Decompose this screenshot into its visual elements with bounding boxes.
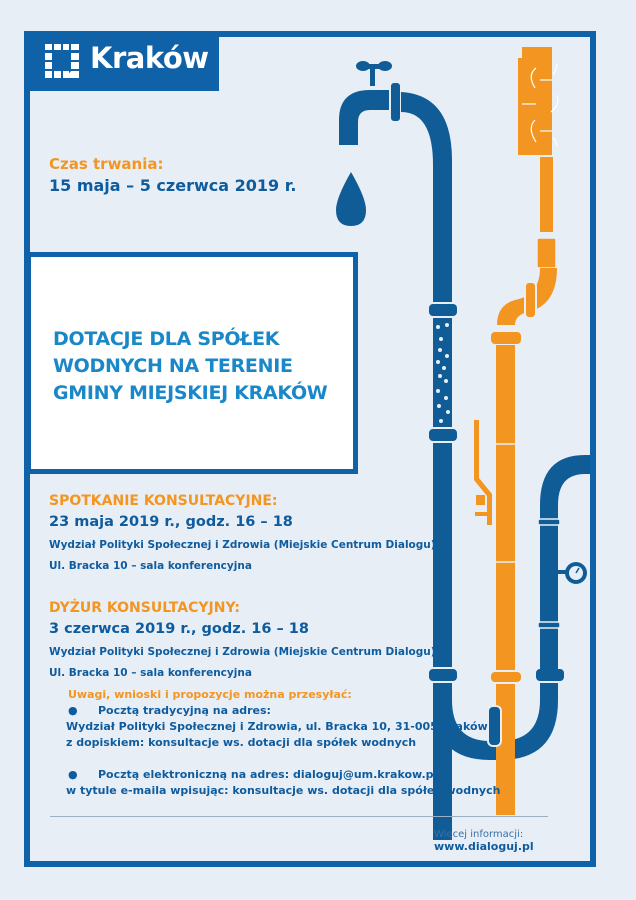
duty-place: Wydział Polityki Społecznej i Zdrowia (Miejskie Centrum Dialogu): [49, 646, 436, 658]
website-link[interactable]: www.dialoguj.pl: [434, 840, 534, 853]
duration-section: [49, 155, 296, 195]
divider: [50, 816, 548, 817]
meeting-date: 23 maja 2019 r., godz. 16 – 18: [49, 514, 293, 530]
more-info: [434, 829, 534, 853]
brand-name: Kraków: [90, 41, 209, 75]
remarks-heading: Uwagi, wnioski i propozycje można przesyłać:: [68, 688, 352, 701]
bullet-icon: ●: [68, 704, 78, 717]
meeting-section: [49, 493, 436, 572]
duty-heading: DYŻUR KONSULTACYJNY:: [49, 600, 240, 616]
page-title: DOTACJE DLA SPÓŁEK WODNYCH NA TERENIE GMINY MIEJSKIEJ KRAKÓW: [53, 328, 328, 404]
post-note: z dopiskiem: konsultacje ws. dotacji dla spółek wodnych: [66, 736, 417, 749]
more-info-label: Więcej informacji:: [434, 829, 524, 840]
remarks-section: [68, 687, 500, 799]
post-address: Wydział Polityki Społecznej i Zdrowia, ul. Bracka 10, 31-005 Kraków: [66, 720, 488, 733]
duty-date: 3 czerwca 2019 r., godz. 16 – 18: [49, 621, 309, 637]
title-box: [26, 252, 358, 474]
meeting-address: Ul. Bracka 10 – sala konferencyjna: [49, 560, 252, 572]
duty-address: Ul. Bracka 10 – sala konferencyjna: [49, 667, 252, 679]
krakow-city-logo-icon: [45, 44, 79, 78]
bullet-icon: ●: [68, 768, 78, 781]
email-note: w tytule e-maila wpisując: konsultacje ws. dotacji dla spółek wodnych: [66, 784, 501, 797]
duty-section: [49, 600, 436, 679]
krakow-logo: [24, 31, 219, 91]
duration-value: 15 maja – 5 czerwca 2019 r.: [49, 176, 297, 195]
email-bullet-item: ● Pocztą elektroniczną na adres: dialoguj@um.krakow.pl: [68, 768, 438, 781]
meeting-place: Wydział Polityki Społecznej i Zdrowia (Miejskie Centrum Dialogu): [49, 539, 436, 551]
duration-label: Czas trwania:: [49, 155, 164, 173]
meeting-heading: SPOTKANIE KONSULTACYJNE:: [49, 493, 278, 509]
post-bullet-item: ● Pocztą tradycyjną na adres:: [68, 704, 271, 717]
